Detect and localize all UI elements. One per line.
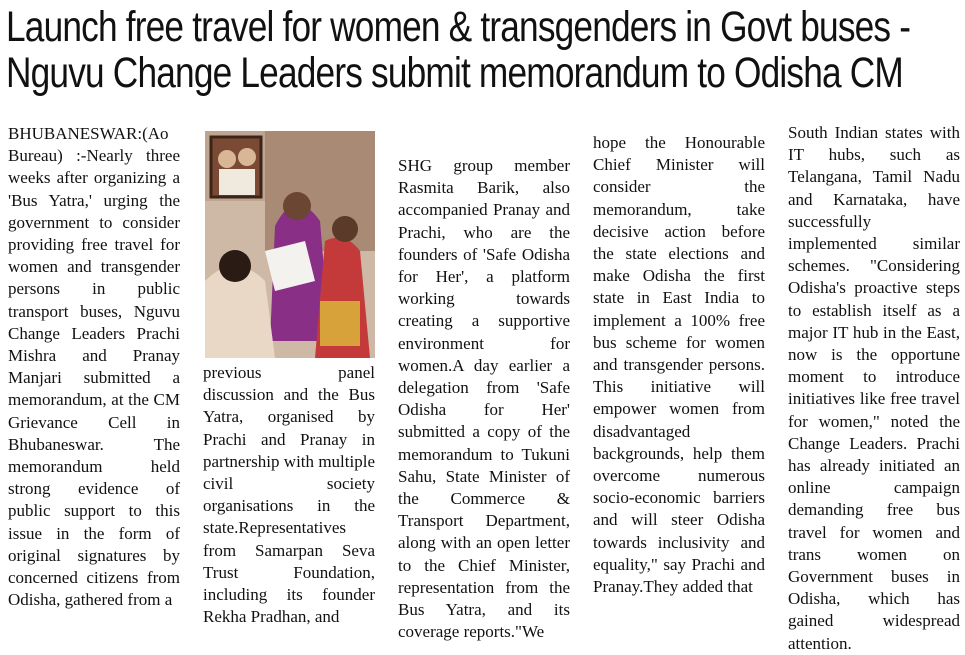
article-column-4 — [593, 132, 765, 635]
column-5-text: South Indian states with IT hubs, such as Telangana, Tamil Nadu and Karnataka, have successfully implemented similar schemes. "Considering Odisha's proactive steps to establish itself as a major IT hub in the East, now is the opportune moment to introduce initiatives like free travel for women," noted the Change Leaders. Prachi has already initiated an online campaign demanding free bus travel for women and trans women on Government buses in Odisha, which has gained widespread attention. — [788, 123, 960, 653]
article-column-1 — [8, 123, 180, 635]
headline-line-1: Launch free travel for women & transgenders in Govt buses - — [6, 3, 911, 51]
article-column-5 — [788, 122, 960, 653]
column-1-text: BHUBANESWAR:(Ao Bureau) :-Nearly three weeks after organizing a 'Bus Yatra,' urging the government to consider providing free travel for women and transgender persons in public transport buses, Nguvu Change Leaders Prachi Mishra and Pranay Manjari submitted a memorandum, at the CM Grievance Cell in Bhubaneswar. The memorandum held strong evidence of public support to this issue in the form of original signatures by concerned citizens from Odisha, gathered from a — [8, 124, 180, 610]
column-3-text: SHG group member Rasmita Barik, also accompanied Pranay and Prachi, who are the founders of 'Safe Odisha for Her', a platform working towards creating a supportive environment for women.A day earlier a delegation from 'Safe Odisha for Her' submitted a copy of the memorandum to Tukuni Sahu, State Minister of the Commerce & Transport Department, along with an open letter to the Chief Minister, representation from the Bus Yatra, and its coverage reports."We — [398, 156, 570, 642]
headline-line-2: Nguvu Change Leaders submit memorandum to Odisha CM — [6, 49, 903, 97]
photo-illustration — [205, 131, 375, 358]
article-column-2 — [203, 362, 375, 635]
column-4-text: hope the Honourable Chief Minister will consider the memorandum, take decisive action before the state elections and make Odisha the first state in East India to implement a 100% free bus scheme for women and transgender persons. This initiative will empower women from disadvantaged backgrounds, help them overcome numerous socio-economic barriers and will steer Odisha towards inclusivity and equality," say Prachi and Pranay.They added that — [593, 133, 765, 597]
article-column-3 — [398, 155, 570, 642]
headline — [6, 3, 911, 97]
column-2-text: previous panel discussion and the Bus Yatra, organised by Prachi and Pranay in partnership with multiple civil society organisations in the state.Representatives from Samarpan Seva Trust Foundation, including its founder Rekha Pradhan, and — [203, 363, 375, 627]
news-photo — [205, 131, 375, 358]
